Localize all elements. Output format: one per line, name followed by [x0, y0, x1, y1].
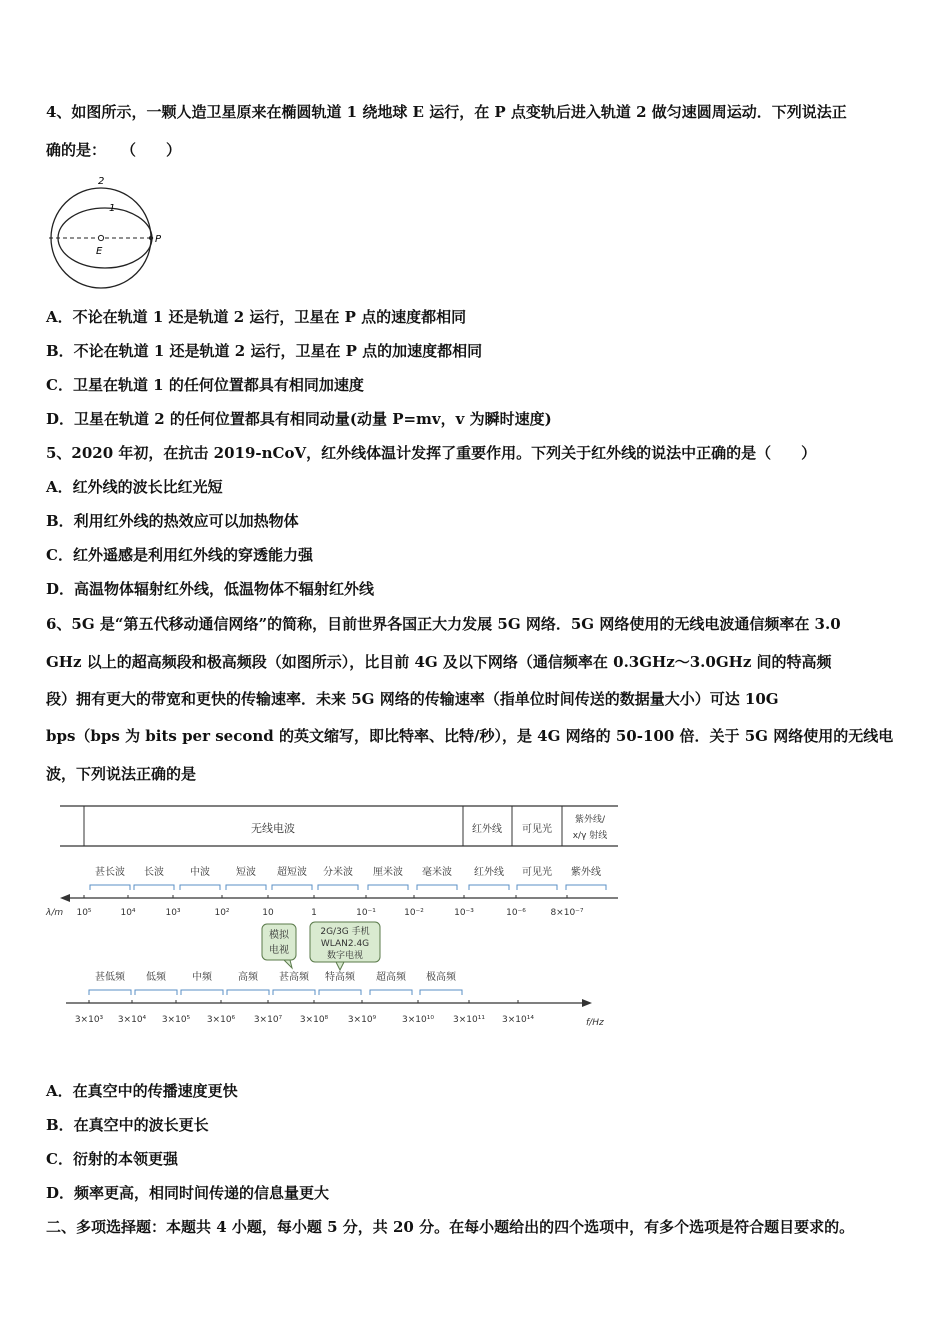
wave-band-label: 长波 [144, 867, 164, 878]
bubble-2-line2: WLAN2.4G [320, 939, 370, 949]
wave-band-label: 毫米波 [422, 867, 452, 878]
wave-band-brace [180, 885, 220, 890]
q6-stem-line3: 段）拥有更大的带宽和更快的传输速率．未来 5G 网络的传输速率（指单位时间传送的数据量大小）可达 10G [46, 690, 779, 708]
freq-band-label: 甚高频 [279, 972, 309, 983]
freq-band-brace [370, 990, 412, 995]
label-point-p: P [155, 234, 162, 245]
freq-tick-label: 3×10¹⁴ [502, 1015, 534, 1025]
q4-stem-line1: 4、如图所示，一颗人造卫星原来在椭圆轨道 1 绕地球 E 运行，在 P 点变轨后进入轨道 2 做匀速圆周运动．下列说法正 [46, 103, 847, 121]
q6-stem-line2: GHz 以上的超高频段和极高频段（如图所示），比目前 4G 及以下网络（通信频率在 0.3GHz～3.0GHz 间的特高频 [46, 653, 832, 671]
wave-band-brace [318, 885, 358, 890]
bubble-2-line3: 数字电视 [326, 951, 364, 961]
wave-band-label: 紫外线 [571, 867, 601, 878]
top-visible-label: 可见光 [522, 824, 552, 835]
freq-tick-label: 3×10¹¹ [453, 1015, 485, 1025]
label-orbit1: 1 [109, 203, 116, 214]
freq-band-label: 极高频 [426, 972, 456, 983]
freq-band-label: 超高频 [376, 972, 406, 983]
point-p-dot [149, 236, 153, 240]
lambda-tick-label: 10² [214, 908, 230, 918]
freq-band-brace [273, 990, 315, 995]
top-radio-label: 无线电波 [251, 822, 295, 835]
freq-tick-label: 3×10⁴ [117, 1015, 147, 1025]
lambda-tick-label: 10³ [165, 908, 181, 918]
freq-tick-label: 3×10⁶ [206, 1015, 236, 1025]
q6-stem-line1: 6、5G 是“第五代移动通信网络”的简称，目前世界各国正大力发展 5G 网络．5G 网络使用的无线电波通信频率在 3.0 [46, 615, 841, 633]
q5-option-a: A．红外线的波长比红光短 [46, 478, 223, 496]
lambda-tick-label: 10⁴ [120, 908, 136, 918]
lambda-arrow [60, 894, 70, 902]
wave-band-brace [226, 885, 266, 890]
freq-band-brace [227, 990, 269, 995]
wave-band-brace [134, 885, 174, 890]
freq-tick-label: 3×10⁹ [347, 1015, 377, 1025]
earth-dot [98, 235, 103, 240]
wave-band-label: 红外线 [474, 867, 504, 878]
wave-band-label: 中波 [190, 867, 210, 878]
lambda-tick-label: 10⁻¹ [356, 908, 376, 918]
freq-tick-label: 3×10⁵ [161, 1015, 191, 1025]
freq-band-label: 甚低频 [95, 972, 125, 983]
q5-option-c: C．红外遥感是利用红外线的穿透能力强 [46, 546, 313, 564]
lambda-axis-label: λ/m [46, 908, 64, 918]
label-orbit2: 2 [98, 176, 105, 187]
q4-option-c: C．卫星在轨道 1 的任何位置都具有相同加速度 [46, 376, 364, 394]
freq-band-label: 高频 [238, 972, 258, 983]
freq-tick-label: 3×10¹⁰ [402, 1015, 434, 1025]
lambda-tick-label: 8×10⁻⁷ [550, 908, 584, 918]
lambda-tick-label: 1 [311, 908, 317, 918]
q6-option-c: C．衍射的本领更强 [46, 1150, 178, 1168]
freq-axis-label: f/Hz [586, 1018, 604, 1028]
freq-tick-label: 3×10⁷ [253, 1015, 283, 1025]
wave-band-brace [517, 885, 557, 890]
wave-band-brace [272, 885, 312, 890]
freq-tick-label: 3×10³ [74, 1015, 104, 1025]
bubble-2-line1: 2G/3G 手机 [320, 927, 370, 937]
wave-band-brace [368, 885, 408, 890]
q4-option-b: B．不论在轨道 1 还是轨道 2 运行，卫星在 P 点的加速度都相同 [46, 342, 483, 360]
top-uv-label-1: 紫外线/ [574, 815, 606, 825]
wave-band-brace [566, 885, 606, 890]
wave-band-brace [90, 885, 130, 890]
orbit-diagram [44, 172, 174, 290]
freq-tick-label: 3×10⁸ [299, 1015, 329, 1025]
freq-band-brace [319, 990, 361, 995]
wave-band-label: 厘米波 [373, 867, 403, 878]
freq-band-brace [181, 990, 223, 995]
q6-option-b: B．在真空中的波长更长 [46, 1116, 209, 1134]
lambda-tick-label: 10 [262, 908, 274, 918]
bubble-1-line2: 电视 [269, 945, 289, 956]
freq-band-label: 特高频 [325, 972, 355, 983]
bubble-1-line1: 模拟 [269, 930, 289, 941]
lambda-tick-label: 10⁻² [404, 908, 424, 918]
q4-option-a: A．不论在轨道 1 还是轨道 2 运行，卫星在 P 点的速度都相同 [46, 308, 467, 326]
lambda-tick-label: 10⁻³ [454, 908, 474, 918]
label-earth: E [96, 246, 103, 257]
top-uv-label-2: x/γ 射线 [572, 831, 608, 841]
freq-band-brace [135, 990, 177, 995]
wave-band-brace [417, 885, 457, 890]
freq-band-brace [89, 990, 131, 995]
q4-option-d: D．卫星在轨道 2 的任何位置都具有相同动量(动量 P=mv，v 为瞬时速度) [46, 410, 552, 428]
q6-option-a: A．在真空中的传播速度更快 [46, 1082, 238, 1100]
lambda-tick-label: 10⁻⁶ [506, 908, 526, 918]
freq-arrow [582, 999, 592, 1007]
q5-stem: 5、2020 年初，在抗击 2019-nCoV，红外线体温计发挥了重要作用。下列关于红外线的说法中正确的是（ ） [46, 444, 817, 462]
freq-band-brace [420, 990, 462, 995]
q6-option-d: D．频率更高，相同时间传递的信息量更大 [46, 1184, 330, 1202]
section2-heading: 二、多项选择题：本题共 4 小题，每小题 5 分，共 20 分。在每小题给出的四个选项中，有多个选项是符合题目要求的。 [46, 1218, 855, 1236]
wave-band-label: 分米波 [323, 867, 353, 878]
q6-stem-line5: 波，下列说法正确的是 [46, 765, 197, 783]
q5-option-b: B．利用红外线的热效应可以加热物体 [46, 512, 299, 530]
q4-stem-line2: 确的是： （ ） [46, 141, 182, 159]
q5-option-d: D．高温物体辐射红外线，低温物体不辐射红外线 [46, 580, 375, 598]
top-ir-label: 红外线 [472, 824, 502, 835]
wave-band-label: 短波 [236, 867, 256, 878]
wave-band-brace [469, 885, 509, 890]
freq-band-label: 低频 [146, 972, 166, 983]
spectrum-diagram [40, 800, 630, 1035]
lambda-tick-label: 10⁵ [76, 908, 92, 918]
wave-band-label: 超短波 [277, 867, 307, 878]
wave-band-label: 甚长波 [95, 867, 125, 878]
q6-stem-line4: bps（bps 为 bits per second 的英文缩写，即比特率、比特/秒），是 4G 网络的 50-100 倍．关于 5G 网络使用的无线电 [46, 727, 894, 745]
freq-band-label: 中频 [192, 972, 212, 983]
wave-band-label: 可见光 [522, 867, 552, 878]
